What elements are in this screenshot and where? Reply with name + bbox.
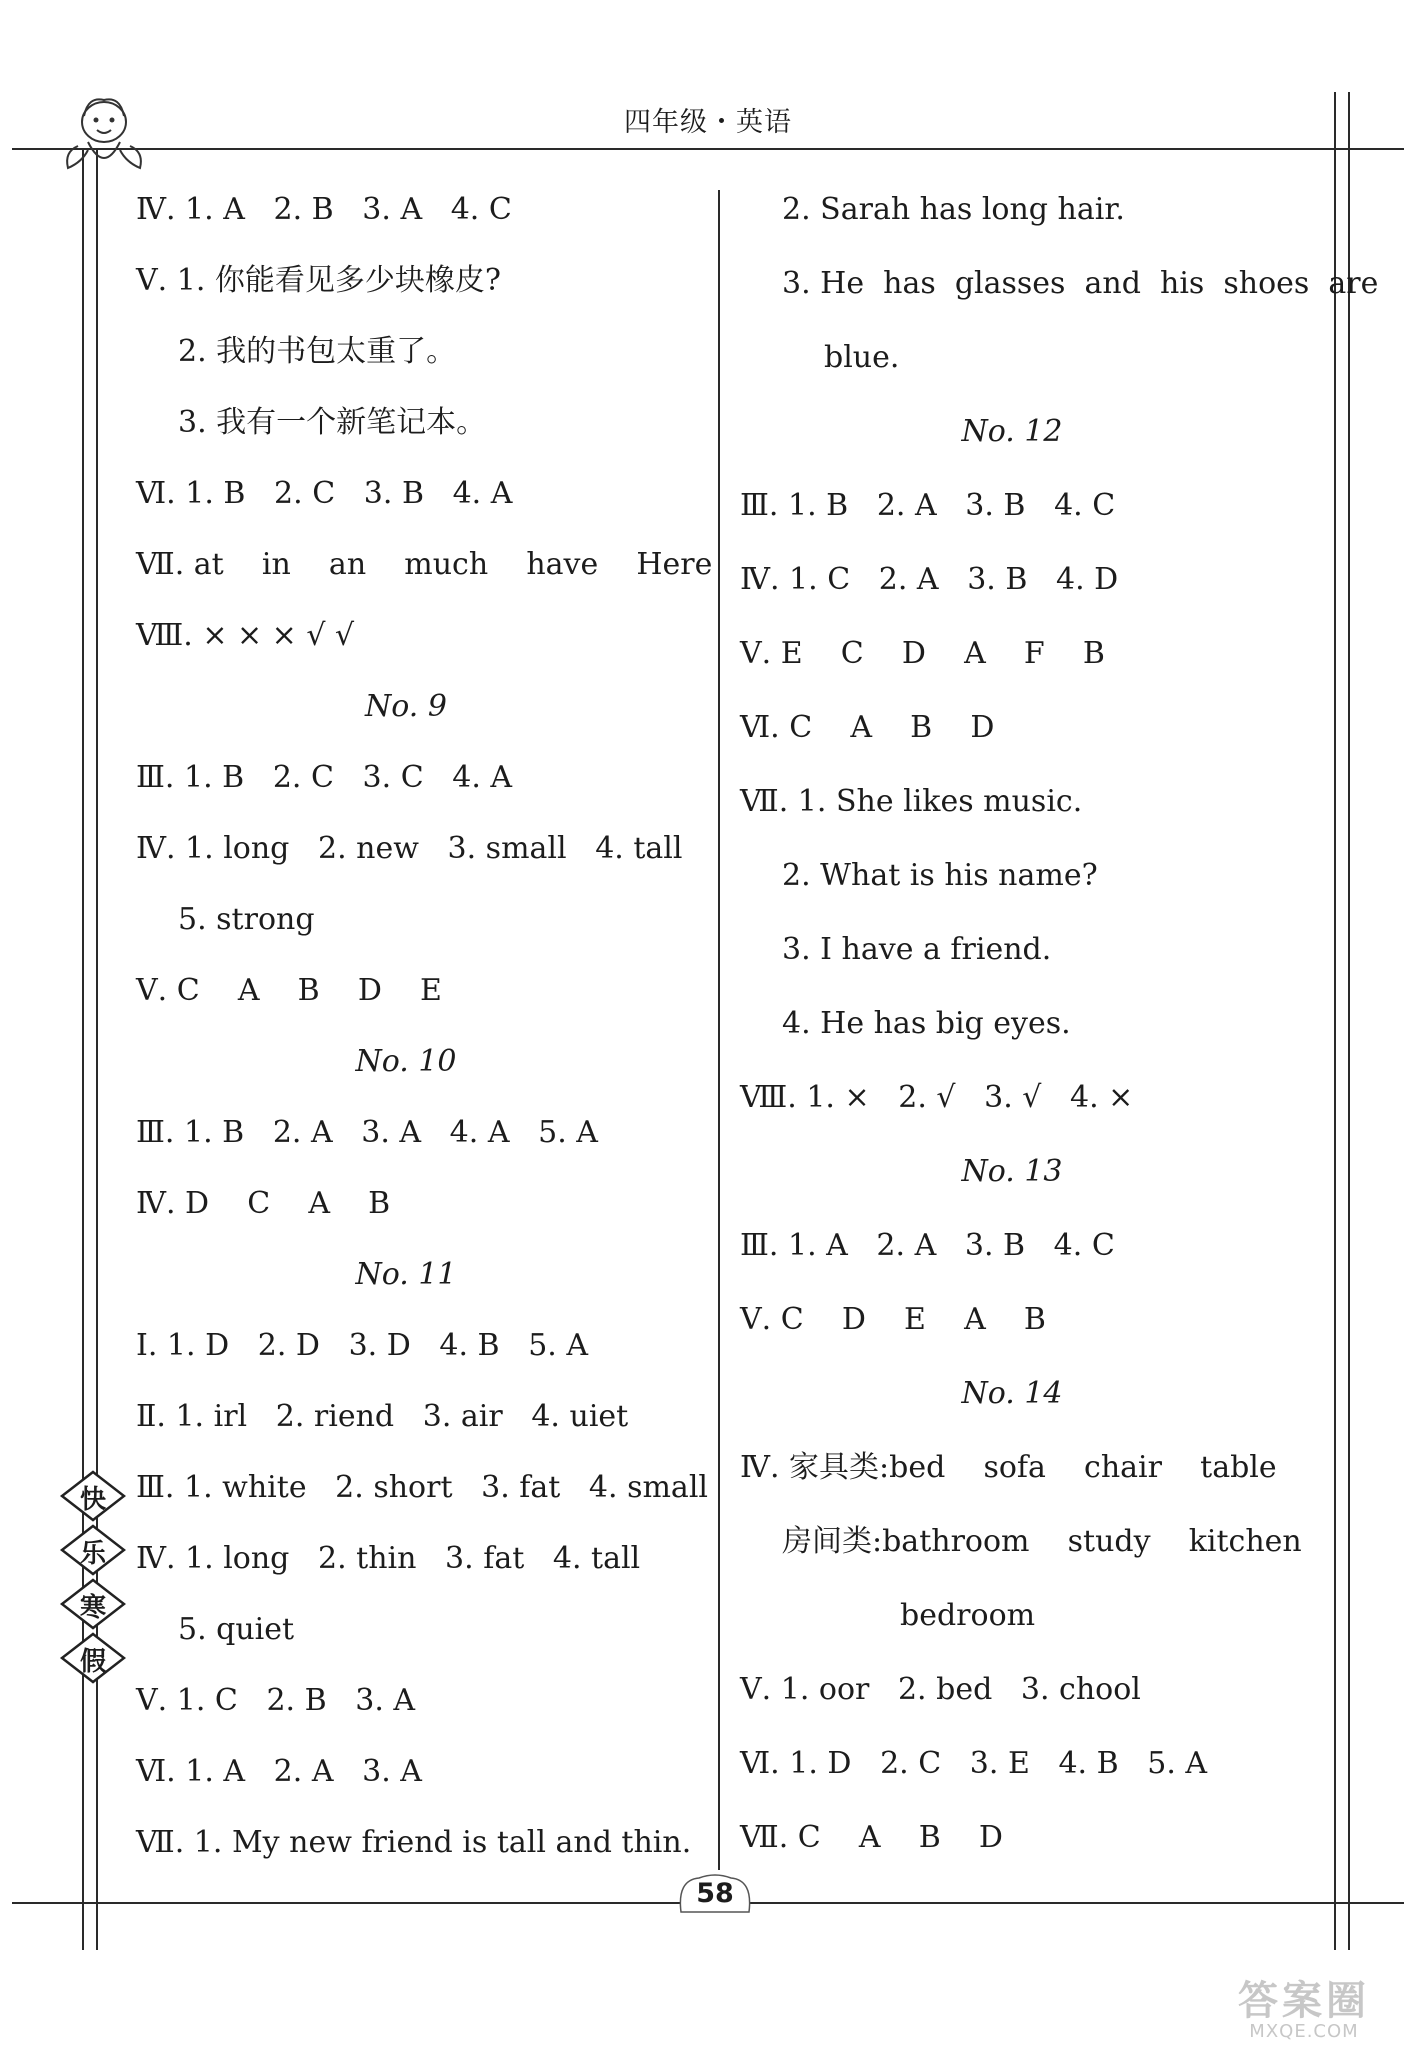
- answer-line: Ⅰ. 1. D 2. D 3. D 4. B 5. A: [136, 1328, 589, 1363]
- side-badge-char: 快: [79, 1485, 106, 1515]
- answer-line: Ⅷ. × × × √ √: [136, 618, 355, 653]
- right-margin-rule-outer: [1334, 92, 1336, 1950]
- column-divider: [718, 190, 720, 1870]
- answer-line: Ⅳ. 1. A 2. B 3. A 4. C: [136, 192, 512, 227]
- side-badge: [56, 1524, 126, 1576]
- answer-line: bedroom: [900, 1598, 1036, 1633]
- watermark-url: MXQE.COM: [1249, 2021, 1359, 2042]
- answer-line: Ⅴ. E C D A F B: [740, 636, 1105, 671]
- answer-line: Ⅱ. 1. irl 2. riend 3. air 4. uiet: [136, 1399, 629, 1434]
- answer-line: Ⅳ. D C A B: [136, 1186, 391, 1221]
- section-heading: No. 10: [355, 1044, 457, 1079]
- side-badge-char: 乐: [79, 1539, 106, 1569]
- answer-line: Ⅴ. C A B D E: [136, 973, 442, 1008]
- answer-line: Ⅵ. 1. B 2. C 3. B 4. A: [136, 476, 513, 511]
- answer-line: 2. What is his name?: [782, 858, 1098, 893]
- answer-line: 5. strong: [178, 902, 315, 937]
- right-margin-rule-inner: [1348, 92, 1350, 1950]
- answer-line: Ⅲ. 1. B 2. A 3. A 4. A 5. A: [136, 1115, 598, 1150]
- page-number-text: 58: [696, 1878, 734, 1909]
- answer-line: 5. quiet: [178, 1612, 295, 1647]
- answer-line: Ⅳ. 1. long 2. new 3. small 4. tall: [136, 831, 683, 866]
- side-badge-char: 假: [79, 1647, 106, 1677]
- answer-line: Ⅴ. 1. oor 2. bed 3. chool: [740, 1672, 1141, 1707]
- answer-line: Ⅷ. 1. × 2. √ 3. √ 4. ×: [740, 1080, 1134, 1115]
- answer-line: Ⅳ. 家具类:bed sofa chair table: [740, 1450, 1277, 1485]
- answer-line: blue.: [824, 340, 900, 375]
- answer-line: 2. 我的书包太重了。: [178, 334, 457, 369]
- section-heading: No. 9: [365, 689, 447, 724]
- side-badge-char: 寒: [79, 1593, 106, 1623]
- answer-line: 3. 我有一个新笔记本。: [178, 405, 487, 440]
- answer-line: Ⅲ. 1. B 2. C 3. C 4. A: [136, 760, 513, 795]
- section-heading: No. 11: [355, 1257, 457, 1292]
- section-heading: No. 13: [961, 1154, 1063, 1189]
- section-heading: No. 14: [961, 1376, 1063, 1411]
- watermark-logo: [1204, 1980, 1404, 2042]
- answer-line: Ⅶ. 1. She likes music.: [740, 784, 1083, 819]
- watermark-logo-text: 答案圈: [1238, 1978, 1370, 2024]
- side-badge: [56, 1470, 126, 1522]
- answer-line: Ⅴ. 1. C 2. B 3. A: [136, 1683, 416, 1718]
- answer-line: 2. Sarah has long hair.: [782, 192, 1125, 227]
- side-badge: [56, 1632, 126, 1684]
- answer-line: Ⅶ. C A B D: [740, 1820, 1003, 1855]
- side-badge: [56, 1578, 126, 1630]
- answer-line: 4. He has big eyes.: [782, 1006, 1071, 1041]
- answer-line: Ⅵ. C A B D: [740, 710, 995, 745]
- page-header-title: 四年级・英语: [624, 107, 792, 138]
- answer-line: Ⅶ. at in an much have Here: [136, 547, 713, 582]
- answer-line: 3. He has glasses and his shoes are: [782, 266, 1379, 301]
- answer-line: Ⅵ. 1. D 2. C 3. E 4. B 5. A: [740, 1746, 1208, 1781]
- page-number: [675, 1872, 755, 1918]
- answer-line: Ⅲ. 1. A 2. A 3. B 4. C: [740, 1228, 1115, 1263]
- answer-line: Ⅲ. 1. B 2. A 3. B 4. C: [740, 488, 1116, 523]
- answer-line: Ⅳ. 1. long 2. thin 3. fat 4. tall: [136, 1541, 641, 1576]
- answer-line: Ⅴ. C D E A B: [740, 1302, 1046, 1337]
- answer-line: 3. I have a friend.: [782, 932, 1052, 967]
- answer-line: Ⅵ. 1. A 2. A 3. A: [136, 1754, 422, 1789]
- answer-line: Ⅴ. 1. 你能看见多少块橡皮?: [136, 263, 501, 298]
- answer-line: Ⅳ. 1. C 2. A 3. B 4. D: [740, 562, 1119, 597]
- answer-line: Ⅶ. 1. My new friend is tall and thin.: [136, 1825, 692, 1860]
- answer-line: Ⅲ. 1. white 2. short 3. fat 4. small: [136, 1470, 709, 1505]
- answer-line: 房间类:bathroom study kitchen: [782, 1524, 1302, 1559]
- header-rule: [12, 148, 1404, 150]
- section-heading: No. 12: [961, 414, 1063, 449]
